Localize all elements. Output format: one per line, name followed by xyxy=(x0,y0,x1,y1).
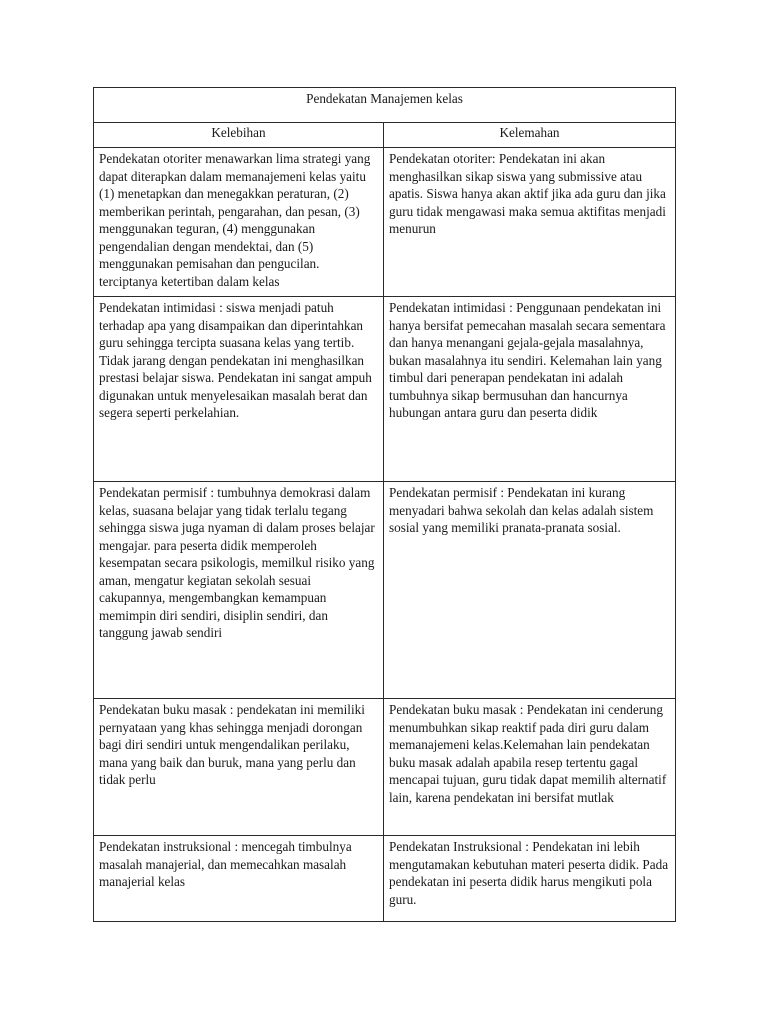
cell-kelemahan-permisif: Pendekatan permisif : Pendekatan ini kurang menyadari bahwa sekolah dan kelas adalah sistem sosial yang memiliki pranata-pranata sosial. xyxy=(384,482,676,699)
table-row xyxy=(94,699,676,836)
table-title-row xyxy=(94,88,676,123)
cell-kelemahan-otoriter: Pendekatan otoriter: Pendekatan ini akan menghasilkan sikap siswa yang submissive atau apatis. Siswa hanya akan aktif jika ada guru dan jika guru tidak mengawasi maka semua aktifitas menjadi menurun xyxy=(384,148,676,297)
table-row xyxy=(94,836,676,922)
cell-kelebihan-buku-masak: Pendekatan buku masak : pendekatan ini memiliki pernyataan yang khas sehingga menjadi dorongan bagi diri sendiri untuk mengendalikan perilaku, mana yang baik dan buruk, mana yang perlu dan tidak perlu xyxy=(94,699,384,836)
header-kelemahan: Kelemahan xyxy=(384,123,676,148)
cell-kelebihan-instruksional: Pendekatan instruksional : mencegah timbulnya masalah manajerial, dan memecahkan masalah manajerial kelas xyxy=(94,836,384,922)
table-header-row xyxy=(94,123,676,148)
table-row xyxy=(94,148,676,297)
table-row xyxy=(94,297,676,482)
cell-kelemahan-buku-masak: Pendekatan buku masak : Pendekatan ini cenderung menumbuhkan sikap reaktif pada diri guru dalam memanajemeni kelas.Kelemahan lain pendekatan buku masak adalah apabila resep tertentu gagal mencapai tujuan, guru tidak dapat memilih alternatif lain, karena pendekatan ini bersifat mutlak xyxy=(384,699,676,836)
table-title: Pendekatan Manajemen kelas xyxy=(94,88,676,123)
cell-kelebihan-intimidasi: Pendekatan intimidasi : siswa menjadi patuh terhadap apa yang disampaikan dan diperintahkan guru sehingga tercipta suasana kelas yang tertib. Tidak jarang dengan pendekatan ini menghasilkan prestasi belajar siswa. Pendekatan ini sangat ampuh digunakan untuk menyelesaikan masalah berat dan segera seperti perkelahian. xyxy=(94,297,384,482)
cell-kelebihan-permisif: Pendekatan permisif : tumbuhnya demokrasi dalam kelas, suasana belajar yang tidak terlalu tegang sehingga siswa juga nyaman di dalam proses belajar mengajar. para peserta didik memperoleh kesempatan secara psikologis, memilkul risiko yang aman, mengatur kegiatan sekolah sesuai cakupannya, mengembangkan kemampuan memimpin diri sendiri, disiplin sendiri, dan tanggung jawab sendiri xyxy=(94,482,384,699)
cell-kelebihan-otoriter: Pendekatan otoriter menawarkan lima strategi yang dapat diterapkan dalam memanajemeni kelas yaitu (1) menetapkan dan menegakkan peraturan, (2) memberikan perintah, pengarahan, dan pesan, (3) menggunakan teguran, (4) menggunakan pengendalian dengan mendektai, dan (5) menggunakan pemisahan dan pengucilan. terciptanya ketertiban dalam kelas xyxy=(94,148,384,297)
table-row xyxy=(94,482,676,699)
cell-kelemahan-instruksional: Pendekatan Instruksional : Pendekatan ini lebih mengutamakan kebutuhan materi peserta didik. Pada pendekatan ini peserta didik harus mengikuti pola guru. xyxy=(384,836,676,922)
header-kelebihan: Kelebihan xyxy=(94,123,384,148)
cell-kelemahan-intimidasi: Pendekatan intimidasi : Penggunaan pendekatan ini hanya bersifat pemecahan masalah secara sementara dan hanya menangani gejala-gejala masalahnya, bukan masalahnya itu sendiri. Kelemahan lain yang timbul dari penerapan pendekatan ini adalah tumbuhnya sikap bermusuhan dan hancurnya hubungan antara guru dan peserta didik xyxy=(384,297,676,482)
management-approach-table xyxy=(93,87,676,922)
